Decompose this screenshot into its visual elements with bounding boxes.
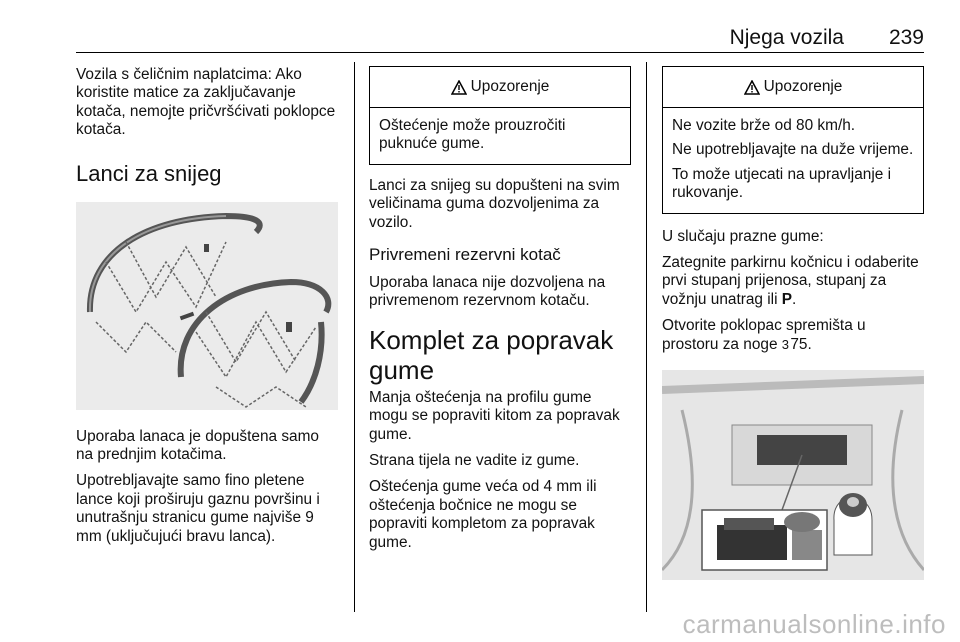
column-2: [369, 66, 631, 560]
page-header: [76, 26, 924, 53]
column-divider: [354, 62, 355, 612]
paragraph-allowed-sizes: Lanci za snijeg su dopušteni na svim veličinama guma dozvoljenima za vozilo.: [369, 176, 620, 231]
warning-line: Ne upotrebljavajte na duže vrijeme.: [672, 141, 914, 159]
repair-kit-illustration: [662, 370, 924, 580]
paragraph-fine-chains: Upotrebljavajte samo fino pletene lance koji proširuju gaznu površinu i unutrašnju stranicu gume najviše 9 mm (uključujući bravu lanca).: [76, 472, 320, 545]
warning-box: [662, 66, 924, 214]
warning-body: [370, 108, 630, 164]
heading-spare-wheel: Privremeni rezervni kotač: [369, 245, 561, 265]
warning-header: [370, 67, 630, 108]
paragraph-large-damage: Oštećenja gume veća od 4 mm ili oštećenja bočnice ne mogu se popraviti kompletom za popravak gume.: [369, 478, 597, 551]
intro-paragraph: Vozila s čeličnim naplatcima: Ako koristite matice za zaključavanje kotača, nemojte pričvršćivati poklopce kotača.: [76, 66, 336, 139]
warning-triangle-icon: [451, 80, 467, 95]
heading-repair-kit: Komplet za popravak gume: [369, 324, 614, 385]
snow-chains-illustration: [76, 202, 338, 410]
warning-header: [663, 67, 923, 108]
section-title: Njega vozila: [729, 26, 844, 49]
warning-title: Upozorenje: [470, 78, 550, 95]
watermark: carmanualsonline.info: [682, 609, 946, 639]
warning-text: Oštećenje može prouzročiti puknuće gume.: [379, 117, 566, 153]
warning-box: [369, 66, 631, 165]
paragraph-spare-wheel: Uporaba lanaca nije dozvoljena na privremenom rezervnom kotaču.: [369, 274, 606, 310]
warning-title: Upozorenje: [763, 78, 843, 95]
column-divider: [646, 62, 647, 612]
page-reference-icon: 3: [781, 336, 790, 352]
page-reference: 75: [790, 335, 808, 353]
warning-triangle-icon: [744, 80, 760, 95]
repair-kit-image: [662, 370, 924, 580]
column-1: [76, 66, 338, 554]
paragraph-minor-damage: Manja oštećenja na profilu gume mogu se popraviti kitom za popravak gume.: [369, 388, 620, 443]
paragraph-flat-tyre: U slučaju prazne gume:: [662, 227, 824, 245]
snow-chains-image: [76, 202, 338, 410]
paragraph-front-wheels: Uporaba lanaca je dopuštena samo na prednjim kotačima.: [76, 427, 319, 464]
paragraph-foreign-bodies: Strana tijela ne vadite iz gume.: [369, 452, 580, 470]
warning-line: Ne vozite brže od 80 km/h.: [672, 117, 856, 134]
paragraph-open-cover: Otvorite poklopac spremišta u prostoru za noge 3 75.: [662, 317, 866, 353]
page-number: 239: [888, 26, 924, 49]
warning-line: To može utjecati na upravljanje i rukovanje.: [672, 165, 892, 202]
gear-p-label: P: [781, 290, 793, 308]
paragraph-parking-brake: Zategnite parkirnu kočnicu i odaberite prvi stupanj prijenosa, stupanj za vožnju unatrag ili P.: [662, 254, 919, 308]
column-3: [662, 66, 924, 580]
heading-snow-chains: Lanci za snijeg: [76, 160, 222, 186]
warning-body: [663, 108, 923, 213]
